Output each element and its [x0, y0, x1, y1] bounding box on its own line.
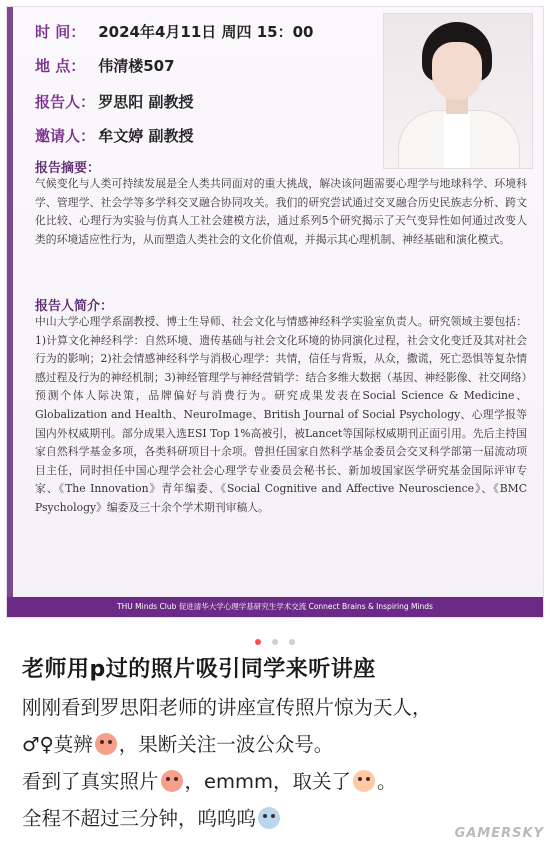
post-line-4: [22, 803, 282, 831]
bio-text: 中山大学心理学系副教授、博士生导师、社会文化与情感神经科学实验室负责人。研究领域主要包括：1)计算文化神经科学：自然环境、遗传基础与社会文化环境的协同演化过程，社会文化变迁及其对社会行为的影响；2)社会情感神经科学与消极心理学：共情，信任与背叛，从众，撒谎，死亡恐惧等复杂情感过程及行为的神经机制；3)神经管理学与神经营销学：结合多维大数据（基因、神经影像、社交网络）预测个体人际决策，品牌偏好与消费行为。研究成果发表在Social Science & Medicine、Globalization and Health、NeuroImage、British Journal of Social Psychology、心理学报等国内外权威期刊。部分成果入选ESI Top 1%高被引，被Lancet等国际权威期刊正面引用。先后主持国家自然科学基金多项，各类科研项目十余项。曾担任国家自然科学基金委员会交叉科学部第一届流动项目主任，同时担任中国心理学会社会心理学专业委员会秘书长、新加坡国家医学研究基金国际评审专家、《The Innovation》青年编委、《Social Cognitive and Affective Neuroscience》、《BMC Psychology》编委及三十余个学术期刊审稿人。: [35, 315, 527, 514]
post-title: 老师用p过的照片吸引同学来听讲座: [22, 657, 376, 682]
post-line-3-part-a: 看到了真实照片: [22, 770, 159, 793]
watermark: GAMERSKY: [454, 826, 544, 841]
poster-footer: THU Minds Club 促进清华大学心理学基研究生学术交流 Connect Brains & Inspiring Minds: [7, 597, 543, 617]
bio-title: 报告人简介：: [35, 299, 114, 314]
speaker-row: [35, 91, 193, 117]
shocked-face-icon: [95, 733, 117, 755]
inviter-row: [35, 125, 193, 151]
speaker-photo: [383, 13, 533, 169]
post-line-2-part-a: ♂♀莫辨: [22, 733, 93, 756]
inviter-value: 牟文婷 副教授: [98, 127, 194, 145]
place-value: 伟清楼507: [98, 57, 175, 75]
post-line-2: [22, 729, 333, 757]
carousel-indicator[interactable]: [0, 630, 550, 649]
time-value: 2024年4月11日 周四 15：00: [98, 23, 314, 41]
abstract-text: 气候变化与人类可持续发展是全人类共同面对的重大挑战，解决该问题需要心理学与地球科学、环境科学、管理学、社会学等多学科交叉融合协同攻关。我们的研究尝试通过交叉融合历史民族志分析、跨文化比较、心理行为实验与仿真人工社会建模方法，通过系列5个研究揭示了天气变异性如何通过改变人类的环境适应性行为，从而塑造人类社会的文化价值观，并揭示其心理机制、神经基础和演化模式。: [35, 177, 527, 246]
post-line-2-part-b: ，果断关注一波公众号。: [118, 733, 334, 756]
speaker-value: 罗思阳 副教授: [98, 93, 194, 111]
post-line-4-part-a: 全程不超过三分钟，呜呜呜: [22, 807, 257, 830]
inviter-label: 邀请人：: [35, 127, 96, 145]
shocked-face-icon: [161, 770, 183, 792]
post-line-3-part-b: ，emmm，取关了: [184, 770, 351, 793]
place-row: [35, 55, 175, 81]
sweat-face-icon: [353, 770, 375, 792]
time-label: 时 间：: [35, 23, 86, 41]
lecture-poster[interactable]: [6, 6, 544, 618]
crying-face-icon: [258, 807, 280, 829]
post-line-1: 刚刚看到罗思阳老师的讲座宣传照片惊为天人，: [22, 696, 432, 719]
abstract-title: 报告摘要：: [35, 161, 101, 176]
carousel-dot-1[interactable]: [255, 639, 261, 645]
carousel-dot-2[interactable]: [272, 639, 278, 645]
post-line-3: [22, 766, 397, 794]
speaker-label: 报告人：: [35, 93, 96, 111]
post-line-3-part-c: 。: [377, 770, 397, 793]
place-label: 地 点：: [35, 57, 86, 75]
time-row: [35, 21, 314, 47]
carousel-dot-3[interactable]: [289, 639, 295, 645]
